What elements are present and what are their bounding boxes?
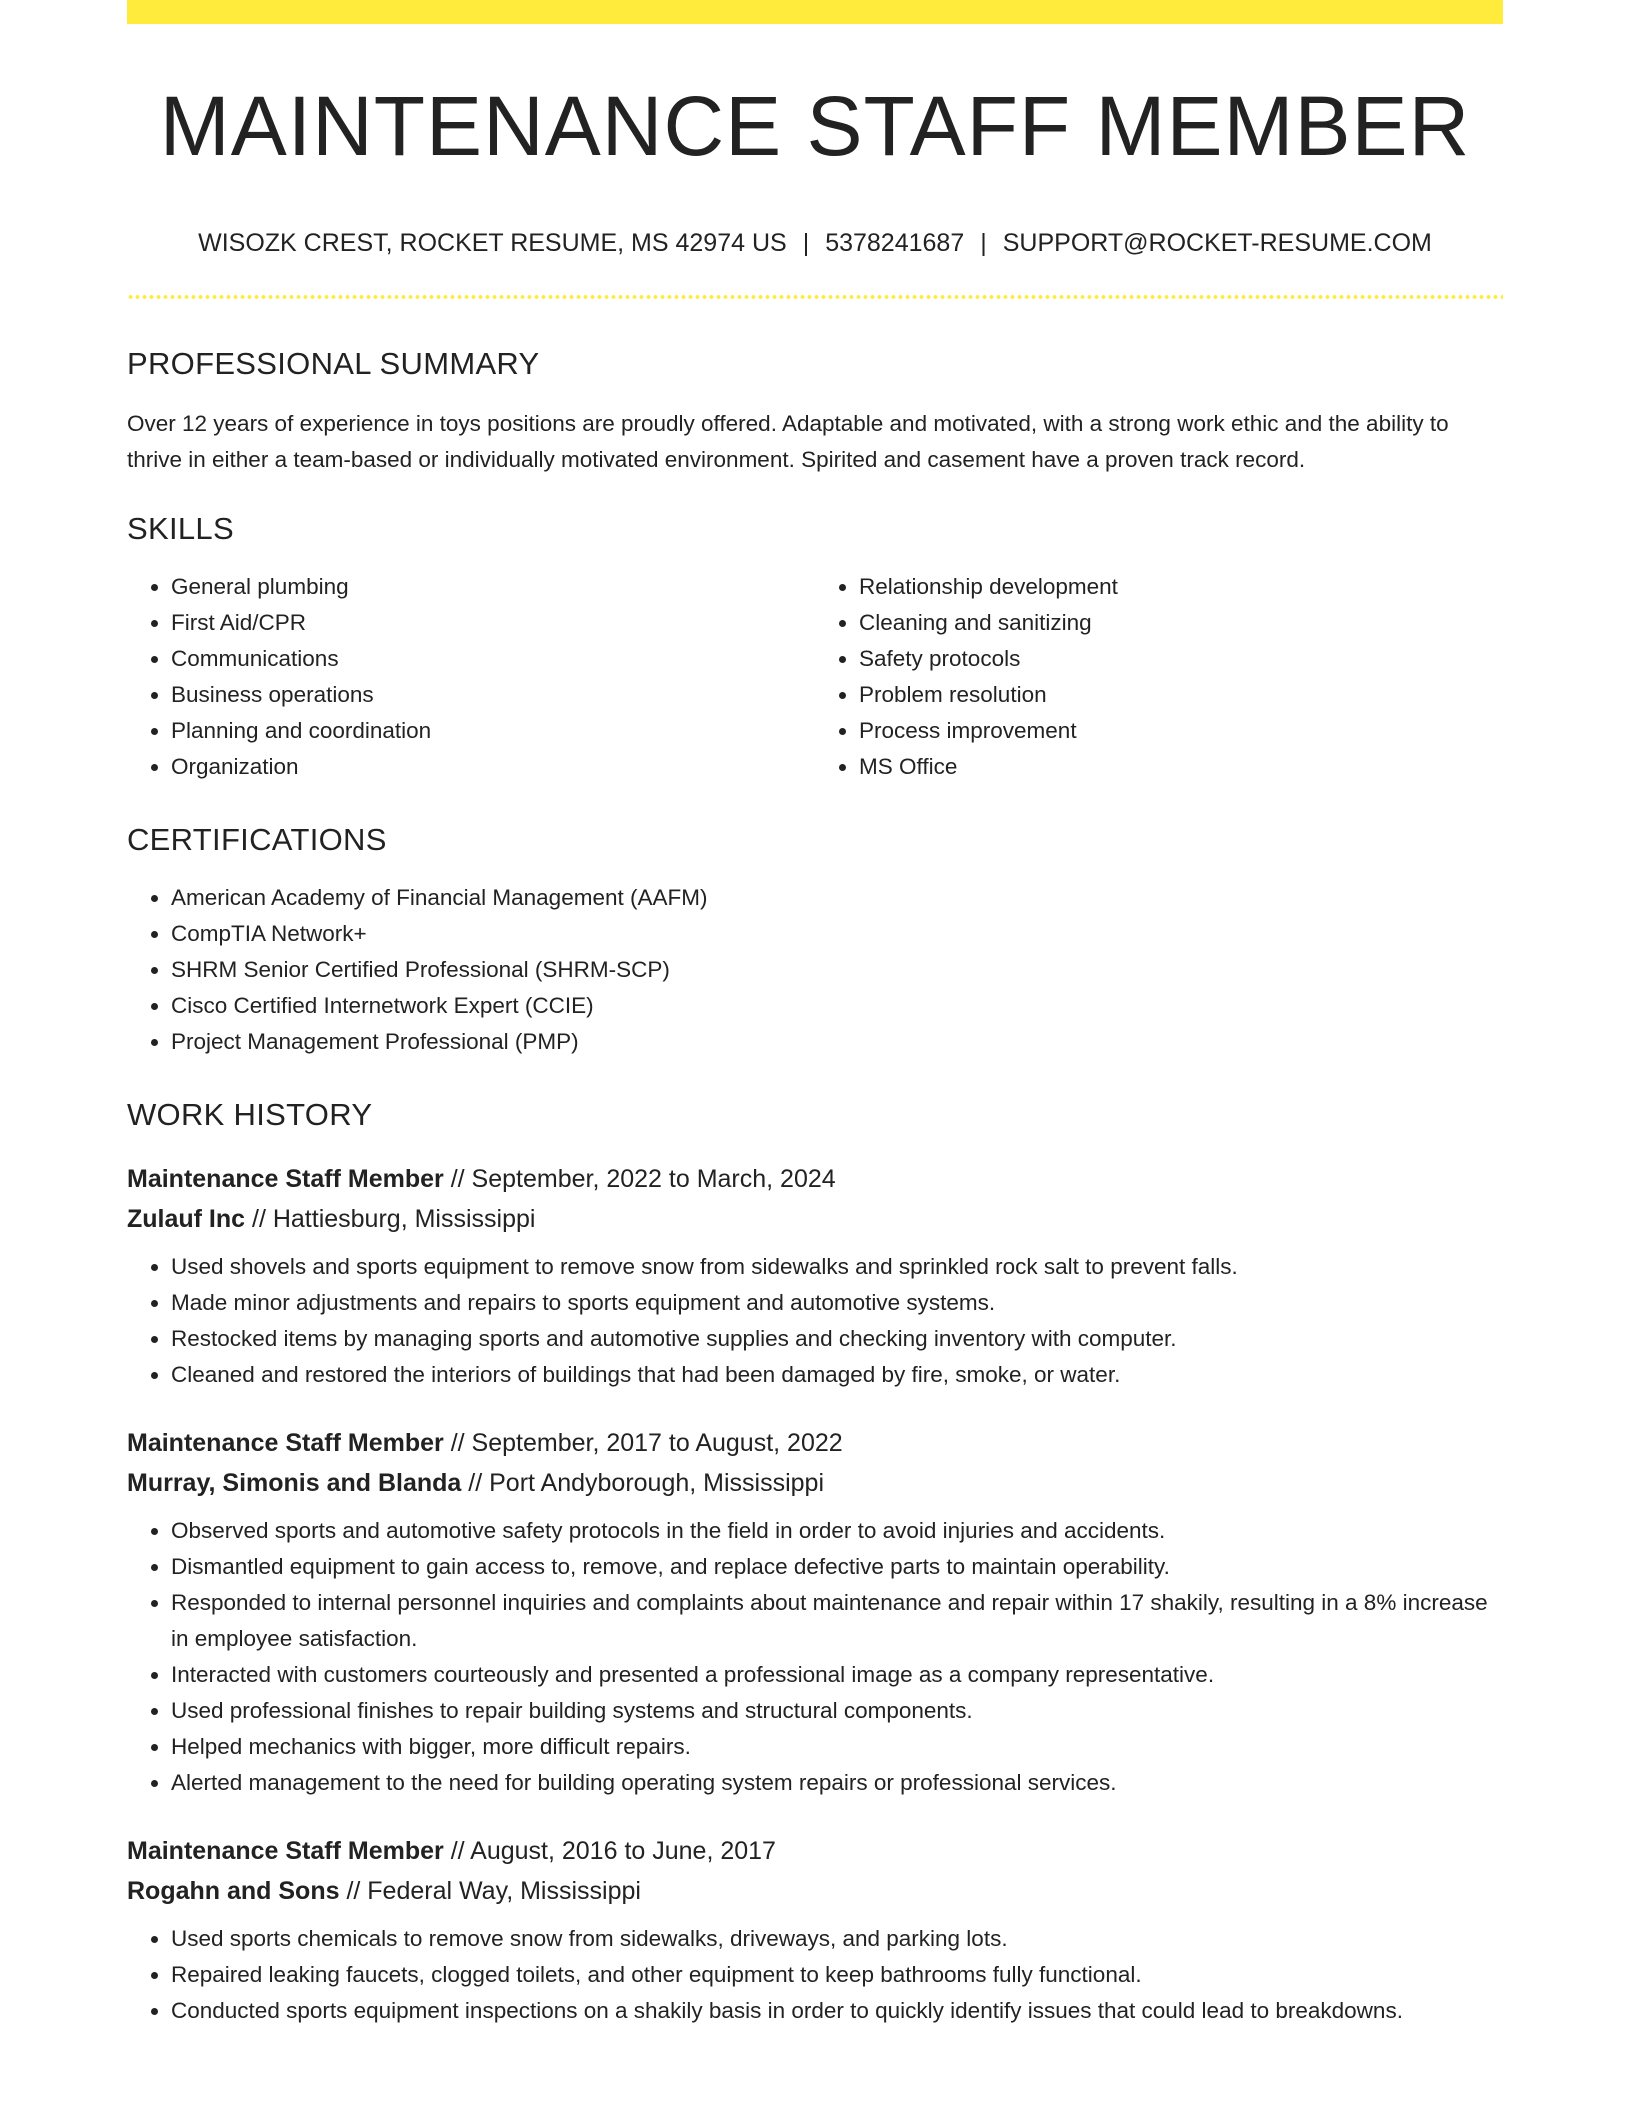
job-bullet: • Responded to internal personnel inquiries and complaints about maintenance and repair within 17 shakily, resulting in a 8% increase in employee satisfaction. [171, 1585, 1503, 1657]
job-location: // Port Andyborough, Mississippi [461, 1469, 824, 1498]
skill-item: • Safety protocols [859, 641, 1503, 677]
dotted-divider [127, 295, 1503, 299]
job-bullets [127, 1921, 1503, 2029]
skill-item: • Relationship development [859, 569, 1503, 605]
skill-item: • Organization [171, 749, 815, 785]
job-bullet: • Dismantled equipment to gain access to, remove, and replace defective parts to maintain operability. [171, 1549, 1503, 1585]
certification-item: • SHRM Senior Certified Professional (SHRM-SCP) [171, 952, 1503, 988]
work-history-heading: WORK HISTORY [127, 1097, 373, 1133]
skill-item: • Process improvement [859, 713, 1503, 749]
job-company: Murray, Simonis and Blanda [127, 1469, 462, 1498]
job-bullet: • Interacted with customers courteously and presented a professional image as a company representative. [171, 1657, 1503, 1693]
job-bullet: • Made minor adjustments and repairs to sports equipment and automotive systems. [171, 1285, 1503, 1321]
summary-heading: PROFESSIONAL SUMMARY [127, 345, 540, 381]
job-title-line [127, 1831, 1503, 1871]
job-bullet: • Repaired leaking faucets, clogged toilets, and other equipment to keep bathrooms fully functional. [171, 1957, 1503, 1993]
skill-item: • Cleaning and sanitizing [859, 605, 1503, 641]
summary-text: Over 12 years of experience in toys positions are proudly offered. Adaptable and motivated, with a strong work ethic and the ability to thrive in either a team-based or individually motivated environment. Spirited and casement have a proven track record. [127, 410, 1449, 472]
job-entry [127, 1159, 1503, 1393]
job-entry [127, 1423, 1503, 1801]
skill-item: • Business operations [171, 677, 815, 713]
job-bullet: • Cleaned and restored the interiors of buildings that had been damaged by fire, smoke, or water. [171, 1357, 1503, 1393]
job-bullet: • Used professional finishes to repair building systems and structural components. [171, 1693, 1503, 1729]
skill-item: • MS Office [859, 749, 1503, 785]
job-location: // Federal Way, Mississippi [339, 1877, 641, 1906]
contact-email: SUPPORT@ROCKET-RESUME.COM [1002, 229, 1432, 258]
skill-item: • Problem resolution [859, 677, 1503, 713]
skill-item: • Planning and coordination [171, 713, 815, 749]
job-bullet: • Used shovels and sports equipment to remove snow from sidewalks and sprinkled rock salt to prevent falls. [171, 1249, 1503, 1285]
skill-item: • Communications [171, 641, 815, 677]
certifications-list [127, 880, 1503, 1060]
certification-item: • Cisco Certified Internetwork Expert (CCIE) [171, 988, 1503, 1024]
job-title: Maintenance Staff Member [127, 1429, 444, 1458]
job-dates: // September, 2022 to March, 2024 [443, 1165, 836, 1194]
job-bullet: • Restocked items by managing sports and automotive supplies and checking inventory with computer. [171, 1321, 1503, 1357]
job-location: // Hattiesburg, Mississippi [245, 1205, 536, 1234]
job-dates: // September, 2017 to August, 2022 [443, 1429, 843, 1458]
contact-phone: 5378241687 [825, 229, 965, 258]
job-title: Maintenance Staff Member [127, 1837, 444, 1866]
job-bullet: • Conducted sports equipment inspections on a shakily basis in order to quickly identify issues that could lead to breakdowns. [171, 1993, 1503, 2029]
job-company: Zulauf Inc [127, 1205, 246, 1234]
job-title-line [127, 1159, 1503, 1199]
skills-heading: SKILLS [127, 510, 234, 546]
skills-columns [127, 569, 1503, 785]
certification-item: • CompTIA Network+ [171, 916, 1503, 952]
job-dates: // August, 2016 to June, 2017 [443, 1837, 776, 1866]
contact-line [127, 230, 1503, 258]
resume-page [127, 0, 1503, 2029]
skills-left-list [127, 569, 815, 785]
skills-right-list [815, 569, 1503, 785]
job-entry [127, 1831, 1503, 2029]
job-bullets [127, 1249, 1503, 1393]
skill-item: • First Aid/CPR [171, 605, 815, 641]
accent-top-bar [127, 0, 1503, 24]
job-company: Rogahn and Sons [127, 1877, 340, 1906]
job-title-line [127, 1423, 1503, 1463]
job-title: Maintenance Staff Member [127, 1165, 444, 1194]
job-company-line [127, 1199, 1503, 1239]
skill-item: • General plumbing [171, 569, 815, 605]
job-bullet: • Helped mechanics with bigger, more difficult repairs. [171, 1729, 1503, 1765]
job-company-line [127, 1871, 1503, 1911]
certifications-heading: CERTIFICATIONS [127, 822, 387, 858]
contact-separator: | [802, 229, 810, 258]
job-bullet: • Used sports chemicals to remove snow from sidewalks, driveways, and parking lots. [171, 1921, 1503, 1957]
contact-address: WISOZK CREST, ROCKET RESUME, MS 42974 US [198, 229, 787, 258]
job-bullets [127, 1513, 1503, 1801]
job-bullet: • Observed sports and automotive safety protocols in the field in order to avoid injuries and accidents. [171, 1513, 1503, 1549]
job-company-line [127, 1463, 1503, 1503]
job-bullet: • Alerted management to the need for building operating system repairs or professional services. [171, 1765, 1503, 1801]
certification-item: • Project Management Professional (PMP) [171, 1024, 1503, 1060]
contact-separator: | [980, 229, 987, 258]
certification-item: • American Academy of Financial Management (AAFM) [171, 880, 1503, 916]
page-title: MAINTENANCE STAFF MEMBER [159, 79, 1471, 173]
